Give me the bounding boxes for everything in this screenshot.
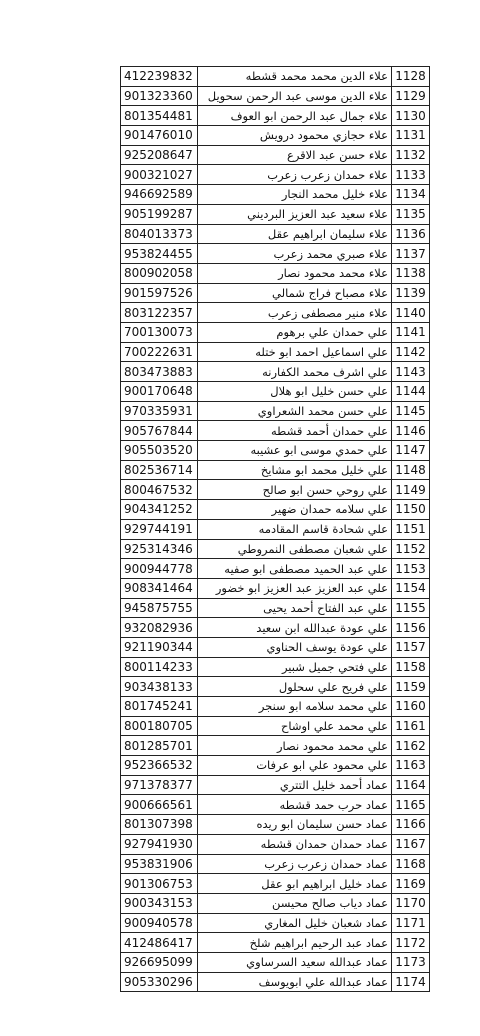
table-row [121, 677, 430, 697]
table-row [121, 972, 430, 992]
table-row [121, 322, 430, 342]
id-number-cell: 800180705 [121, 716, 198, 736]
table-row [121, 893, 430, 913]
serial-number-cell: 1153 [392, 559, 430, 579]
id-number-cell: 901476010 [121, 126, 198, 146]
table-row [121, 382, 430, 402]
serial-number-cell: 1133 [392, 165, 430, 185]
table-row [121, 775, 430, 795]
full-name-cell: علاء سليمان ابراهيم عقل [198, 224, 392, 244]
table-row [121, 736, 430, 756]
id-number-cell: 804013373 [121, 224, 198, 244]
full-name-cell: علي عودة عبدالله ابن سعيد [198, 618, 392, 638]
id-number-cell: 952366532 [121, 756, 198, 776]
serial-number-cell: 1149 [392, 480, 430, 500]
table-row [121, 480, 430, 500]
serial-number-cell: 1170 [392, 893, 430, 913]
full-name-cell: علي محمد محمود نصار [198, 736, 392, 756]
serial-number-cell: 1172 [392, 933, 430, 953]
full-name-cell: عماد أحمد خليل التتري [198, 775, 392, 795]
full-name-cell: علي سلامه حمدان ضهير [198, 500, 392, 520]
full-name-cell: علي شعبان مصطفى النمروطي [198, 539, 392, 559]
serial-number-cell: 1136 [392, 224, 430, 244]
serial-number-cell: 1152 [392, 539, 430, 559]
full-name-cell: عماد حرب حمد قشطه [198, 795, 392, 815]
table-row [121, 86, 430, 106]
serial-number-cell: 1128 [392, 67, 430, 87]
id-number-cell: 801285701 [121, 736, 198, 756]
id-number-cell: 953831906 [121, 854, 198, 874]
serial-number-cell: 1155 [392, 598, 430, 618]
id-number-cell: 904341252 [121, 500, 198, 520]
full-name-cell: علي عودة يوسف الحناوي [198, 637, 392, 657]
full-name-cell: علي حسن خليل ابو هلال [198, 382, 392, 402]
id-number-cell: 905503520 [121, 441, 198, 461]
serial-number-cell: 1139 [392, 283, 430, 303]
table-row [121, 697, 430, 717]
table-row [121, 834, 430, 854]
serial-number-cell: 1142 [392, 342, 430, 362]
serial-number-cell: 1160 [392, 697, 430, 717]
full-name-cell: علي حمدي موسى ابو عشيبه [198, 441, 392, 461]
serial-number-cell: 1174 [392, 972, 430, 992]
table-row [121, 657, 430, 677]
id-number-cell: 905767844 [121, 421, 198, 441]
serial-number-cell: 1146 [392, 421, 430, 441]
id-number-cell: 970335931 [121, 401, 198, 421]
full-name-cell: علي حمدان أحمد قشطه [198, 421, 392, 441]
full-name-cell: عماد عبد الرحيم ابراهيم شلخ [198, 933, 392, 953]
table-row [121, 578, 430, 598]
full-name-cell: عماد عبدالله سعيد السرساوي [198, 952, 392, 972]
serial-number-cell: 1156 [392, 618, 430, 638]
table-row [121, 756, 430, 776]
serial-number-cell: 1138 [392, 263, 430, 283]
serial-number-cell: 1140 [392, 303, 430, 323]
full-name-cell: عماد حمدان حمدان قشطه [198, 834, 392, 854]
id-number-cell: 801307398 [121, 815, 198, 835]
serial-number-cell: 1157 [392, 637, 430, 657]
id-number-cell: 801354481 [121, 106, 198, 126]
full-name-cell: علاء جمال عبد الرحمن ابو العوف [198, 106, 392, 126]
id-number-cell: 900170648 [121, 382, 198, 402]
full-name-cell: علي محمود علي ابو عرفات [198, 756, 392, 776]
serial-number-cell: 1141 [392, 322, 430, 342]
full-name-cell: علي عبد الحميد مصطفى ابو صفيه [198, 559, 392, 579]
table-row [121, 913, 430, 933]
serial-number-cell: 1148 [392, 460, 430, 480]
table-row [121, 500, 430, 520]
full-name-cell: علاء سعيد عبد العزيز البرديني [198, 204, 392, 224]
full-name-cell: علي عبد الفتاح أحمد يحيى [198, 598, 392, 618]
serial-number-cell: 1165 [392, 795, 430, 815]
full-name-cell: علاء منير مصطفى زعرب [198, 303, 392, 323]
serial-number-cell: 1137 [392, 244, 430, 264]
table-row [121, 185, 430, 205]
table-row [121, 165, 430, 185]
serial-number-cell: 1151 [392, 519, 430, 539]
full-name-cell: علي شحادة قاسم المقادمه [198, 519, 392, 539]
serial-number-cell: 1130 [392, 106, 430, 126]
id-number-cell: 926695099 [121, 952, 198, 972]
id-number-cell: 945875755 [121, 598, 198, 618]
id-number-cell: 412239832 [121, 67, 198, 87]
table-row [121, 519, 430, 539]
id-number-cell: 901597526 [121, 283, 198, 303]
id-number-cell: 900940578 [121, 913, 198, 933]
full-name-cell: عماد حمدان زعرب زعرب [198, 854, 392, 874]
serial-number-cell: 1168 [392, 854, 430, 874]
table-row [121, 795, 430, 815]
serial-number-cell: 1173 [392, 952, 430, 972]
full-name-cell: علي حمدان علي برهوم [198, 322, 392, 342]
table-row [121, 244, 430, 264]
serial-number-cell: 1166 [392, 815, 430, 835]
table-row [121, 126, 430, 146]
id-number-cell: 412486417 [121, 933, 198, 953]
full-name-cell: علي فتحي جميل شبير [198, 657, 392, 677]
table-row [121, 854, 430, 874]
serial-number-cell: 1143 [392, 362, 430, 382]
serial-number-cell: 1164 [392, 775, 430, 795]
table-row [121, 303, 430, 323]
serial-number-cell: 1147 [392, 441, 430, 461]
table-row [121, 618, 430, 638]
name-list-rows [121, 67, 430, 992]
table-row [121, 539, 430, 559]
name-list-sheet [120, 66, 429, 992]
id-number-cell: 801745241 [121, 697, 198, 717]
table-row [121, 441, 430, 461]
full-name-cell: عماد شعبان خليل المغاري [198, 913, 392, 933]
serial-number-cell: 1162 [392, 736, 430, 756]
id-number-cell: 803473883 [121, 362, 198, 382]
table-row [121, 145, 430, 165]
full-name-cell: عماد خليل ابراهيم ابو عقل [198, 874, 392, 894]
id-number-cell: 803122357 [121, 303, 198, 323]
table-row [121, 559, 430, 579]
table-row [121, 716, 430, 736]
full-name-cell: عماد دياب صالح محيسن [198, 893, 392, 913]
full-name-cell: علي حسن محمد الشعراوي [198, 401, 392, 421]
table-row [121, 815, 430, 835]
full-name-cell: علاء خليل محمد النجار [198, 185, 392, 205]
full-name-cell: علاء حسن عبد الاقرع [198, 145, 392, 165]
full-name-cell: علي روحي حسن ابو صالح [198, 480, 392, 500]
serial-number-cell: 1135 [392, 204, 430, 224]
name-list-table [120, 66, 430, 992]
full-name-cell: علي فريح علي سحلول [198, 677, 392, 697]
table-row [121, 874, 430, 894]
id-number-cell: 905199287 [121, 204, 198, 224]
id-number-cell: 900666561 [121, 795, 198, 815]
id-number-cell: 700130073 [121, 322, 198, 342]
id-number-cell: 905330296 [121, 972, 198, 992]
full-name-cell: علي اسماعيل احمد ابو ختله [198, 342, 392, 362]
serial-number-cell: 1154 [392, 578, 430, 598]
serial-number-cell: 1159 [392, 677, 430, 697]
table-row [121, 637, 430, 657]
full-name-cell: علي محمد علي اوشاح [198, 716, 392, 736]
table-row [121, 598, 430, 618]
id-number-cell: 921190344 [121, 637, 198, 657]
full-name-cell: علي محمد سلامه ابو سنجر [198, 697, 392, 717]
serial-number-cell: 1150 [392, 500, 430, 520]
full-name-cell: علي خليل محمد ابو مشايخ [198, 460, 392, 480]
serial-number-cell: 1144 [392, 382, 430, 402]
id-number-cell: 946692589 [121, 185, 198, 205]
table-row [121, 224, 430, 244]
id-number-cell: 927941930 [121, 834, 198, 854]
table-row [121, 67, 430, 87]
id-number-cell: 925208647 [121, 145, 198, 165]
id-number-cell: 925314346 [121, 539, 198, 559]
table-row [121, 460, 430, 480]
table-row [121, 421, 430, 441]
serial-number-cell: 1145 [392, 401, 430, 421]
table-row [121, 401, 430, 421]
full-name-cell: علاء حمدان زعرب زعرب [198, 165, 392, 185]
id-number-cell: 901306753 [121, 874, 198, 894]
serial-number-cell: 1171 [392, 913, 430, 933]
full-name-cell: علاء حجازي محمود درويش [198, 126, 392, 146]
table-row [121, 283, 430, 303]
id-number-cell: 900343153 [121, 893, 198, 913]
id-number-cell: 971378377 [121, 775, 198, 795]
id-number-cell: 800114233 [121, 657, 198, 677]
table-row [121, 263, 430, 283]
serial-number-cell: 1163 [392, 756, 430, 776]
full-name-cell: علي عبد العزيز عبد العزيز ابو خضور [198, 578, 392, 598]
full-name-cell: علاء صبري محمد زعرب [198, 244, 392, 264]
id-number-cell: 802536714 [121, 460, 198, 480]
full-name-cell: عماد عبدالله علي ابويوسف [198, 972, 392, 992]
id-number-cell: 800902058 [121, 263, 198, 283]
id-number-cell: 900944778 [121, 559, 198, 579]
table-row [121, 342, 430, 362]
table-row [121, 933, 430, 953]
id-number-cell: 929744191 [121, 519, 198, 539]
serial-number-cell: 1129 [392, 86, 430, 106]
serial-number-cell: 1134 [392, 185, 430, 205]
id-number-cell: 932082936 [121, 618, 198, 638]
full-name-cell: عماد حسن سليمان ابو ريده [198, 815, 392, 835]
full-name-cell: علاء مصباح فراج شمالي [198, 283, 392, 303]
id-number-cell: 900321027 [121, 165, 198, 185]
serial-number-cell: 1158 [392, 657, 430, 677]
id-number-cell: 700222631 [121, 342, 198, 362]
serial-number-cell: 1167 [392, 834, 430, 854]
table-row [121, 952, 430, 972]
table-row [121, 204, 430, 224]
table-row [121, 362, 430, 382]
serial-number-cell: 1161 [392, 716, 430, 736]
id-number-cell: 908341464 [121, 578, 198, 598]
id-number-cell: 800467532 [121, 480, 198, 500]
serial-number-cell: 1131 [392, 126, 430, 146]
serial-number-cell: 1132 [392, 145, 430, 165]
id-number-cell: 903438133 [121, 677, 198, 697]
id-number-cell: 953824455 [121, 244, 198, 264]
full-name-cell: علي اشرف محمد الكفارنه [198, 362, 392, 382]
full-name-cell: علاء الدين موسى عبد الرحمن سحويل [198, 86, 392, 106]
id-number-cell: 901323360 [121, 86, 198, 106]
table-row [121, 106, 430, 126]
full-name-cell: علاء محمد محمود نصار [198, 263, 392, 283]
full-name-cell: علاء الدين محمد محمد قشطه [198, 67, 392, 87]
serial-number-cell: 1169 [392, 874, 430, 894]
